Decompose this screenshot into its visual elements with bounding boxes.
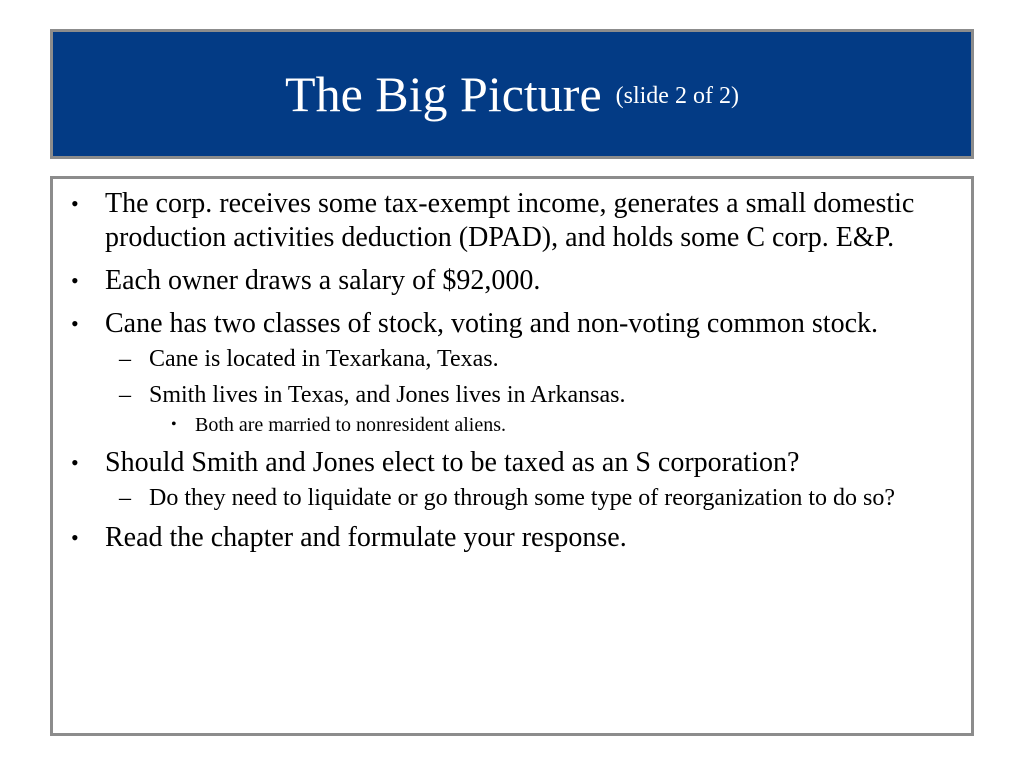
- sub-bullet-text: Cane is located in Texarkana, Texas.: [149, 346, 499, 372]
- bullet-text: The corp. receives some tax-exempt income, generates a small domestic production activities deduction (DPAD), and holds some C corp. E&P.: [105, 188, 915, 253]
- sub-bullet-item: [105, 345, 955, 373]
- sub-bullet-item: [105, 381, 955, 437]
- bullet-item: [63, 307, 955, 437]
- dash-icon: –: [119, 346, 131, 372]
- bullet-icon: •: [71, 191, 79, 216]
- bullet-item: [63, 264, 955, 298]
- sub-sub-bullet-list: [149, 413, 955, 437]
- sub-bullet-list: [105, 484, 955, 512]
- dash-icon: –: [119, 485, 131, 511]
- sub-sub-bullet-text: Both are married to nonresident aliens.: [195, 414, 507, 436]
- bullet-text: Each owner draws a salary of $92,000.: [105, 265, 541, 296]
- sub-bullet-text: Do they need to liquidate or go through some type of reorganization to do so?: [149, 485, 896, 511]
- content-box: [50, 176, 974, 736]
- bullet-icon: •: [171, 416, 177, 433]
- sub-sub-bullet-item: [149, 413, 955, 437]
- title-bar: [50, 29, 974, 159]
- bullet-icon: •: [71, 450, 79, 475]
- bullet-text: Should Smith and Jones elect to be taxed as an S corporation?: [105, 447, 800, 478]
- bullet-list: [63, 187, 955, 555]
- bullet-text: Cane has two classes of stock, voting and non-voting common stock.: [105, 308, 878, 339]
- sub-bullet-list: [105, 345, 955, 437]
- slide-subtitle: (slide 2 of 2): [615, 82, 739, 109]
- bullet-icon: •: [71, 311, 79, 336]
- bullet-icon: •: [71, 525, 79, 550]
- bullet-icon: •: [71, 268, 79, 293]
- slide-title: The Big Picture: [285, 66, 602, 122]
- dash-icon: –: [119, 382, 131, 408]
- bullet-text: Read the chapter and formulate your response.: [105, 522, 627, 553]
- sub-bullet-item: [105, 484, 955, 512]
- bullet-item: [63, 446, 955, 512]
- bullet-item: [63, 187, 955, 255]
- sub-bullet-text: Smith lives in Texas, and Jones lives in Arkansas.: [149, 382, 626, 408]
- bullet-item: [63, 521, 955, 555]
